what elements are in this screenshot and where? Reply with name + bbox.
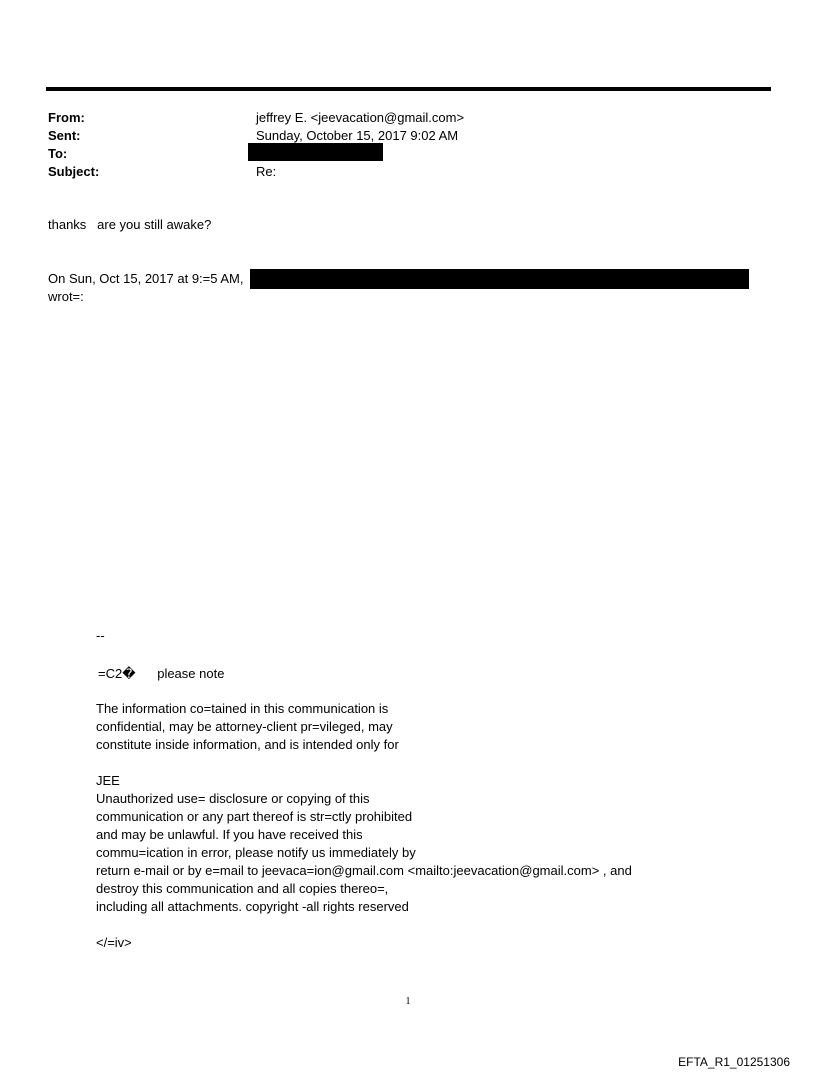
sender-redaction xyxy=(250,269,749,289)
sent-value: Sunday, October 15, 2017 9:02 AM xyxy=(256,128,459,143)
document-id: EFTA_R1_01251306 xyxy=(678,1055,790,1069)
subject-label: Subject: xyxy=(48,164,100,179)
disclaimer-line: communication or any part thereof is str=ctly prohibited xyxy=(96,809,413,824)
page-number: 1 xyxy=(405,996,411,1007)
quote-intro: On Sun, Oct 15, 2017 at 9:=5 AM, xyxy=(48,271,244,286)
from-label: From: xyxy=(48,110,85,125)
signature-name: JEE xyxy=(96,773,120,788)
disclaimer-line: return e-mail or by e=mail to jeevaca=ion@gmail.com <mailto:jeevacation@gmail.com> , and xyxy=(96,863,632,878)
to-redaction xyxy=(248,143,383,161)
to-label: To: xyxy=(48,146,68,161)
disclaimer-line: commu=ication in error, please notify us immediately by xyxy=(96,845,416,860)
please-note-line: =C2� please note xyxy=(98,666,225,681)
reply-text: thanks are you still awake? xyxy=(48,217,212,232)
disclaimer-line: confidential, may be attorney-client pr=vileged, may xyxy=(96,719,393,734)
sent-label: Sent: xyxy=(48,128,81,143)
disclaimer-line: including all attachments. copyright -all rights reserved xyxy=(96,899,409,914)
subject-value: Re: xyxy=(256,164,277,179)
from-value: jeffrey E. <jeevacation@gmail.com> xyxy=(256,110,465,125)
disclaimer-line: The information co=tained in this communication is xyxy=(96,701,389,716)
closing-tag: </=iv> xyxy=(96,935,132,950)
disclaimer-line: Unauthorized use= disclosure or copying of this xyxy=(96,791,370,806)
disclaimer-line: constitute inside information, and is intended only for xyxy=(96,737,399,752)
quote-wrote: wrot=: xyxy=(48,289,84,304)
signature-dashes: -- xyxy=(96,628,105,643)
header-rule xyxy=(46,87,771,91)
disclaimer-line: destroy this communication and all copies thereo=, xyxy=(96,881,389,896)
disclaimer-line: and may be unlawful. If you have received this xyxy=(96,827,363,842)
